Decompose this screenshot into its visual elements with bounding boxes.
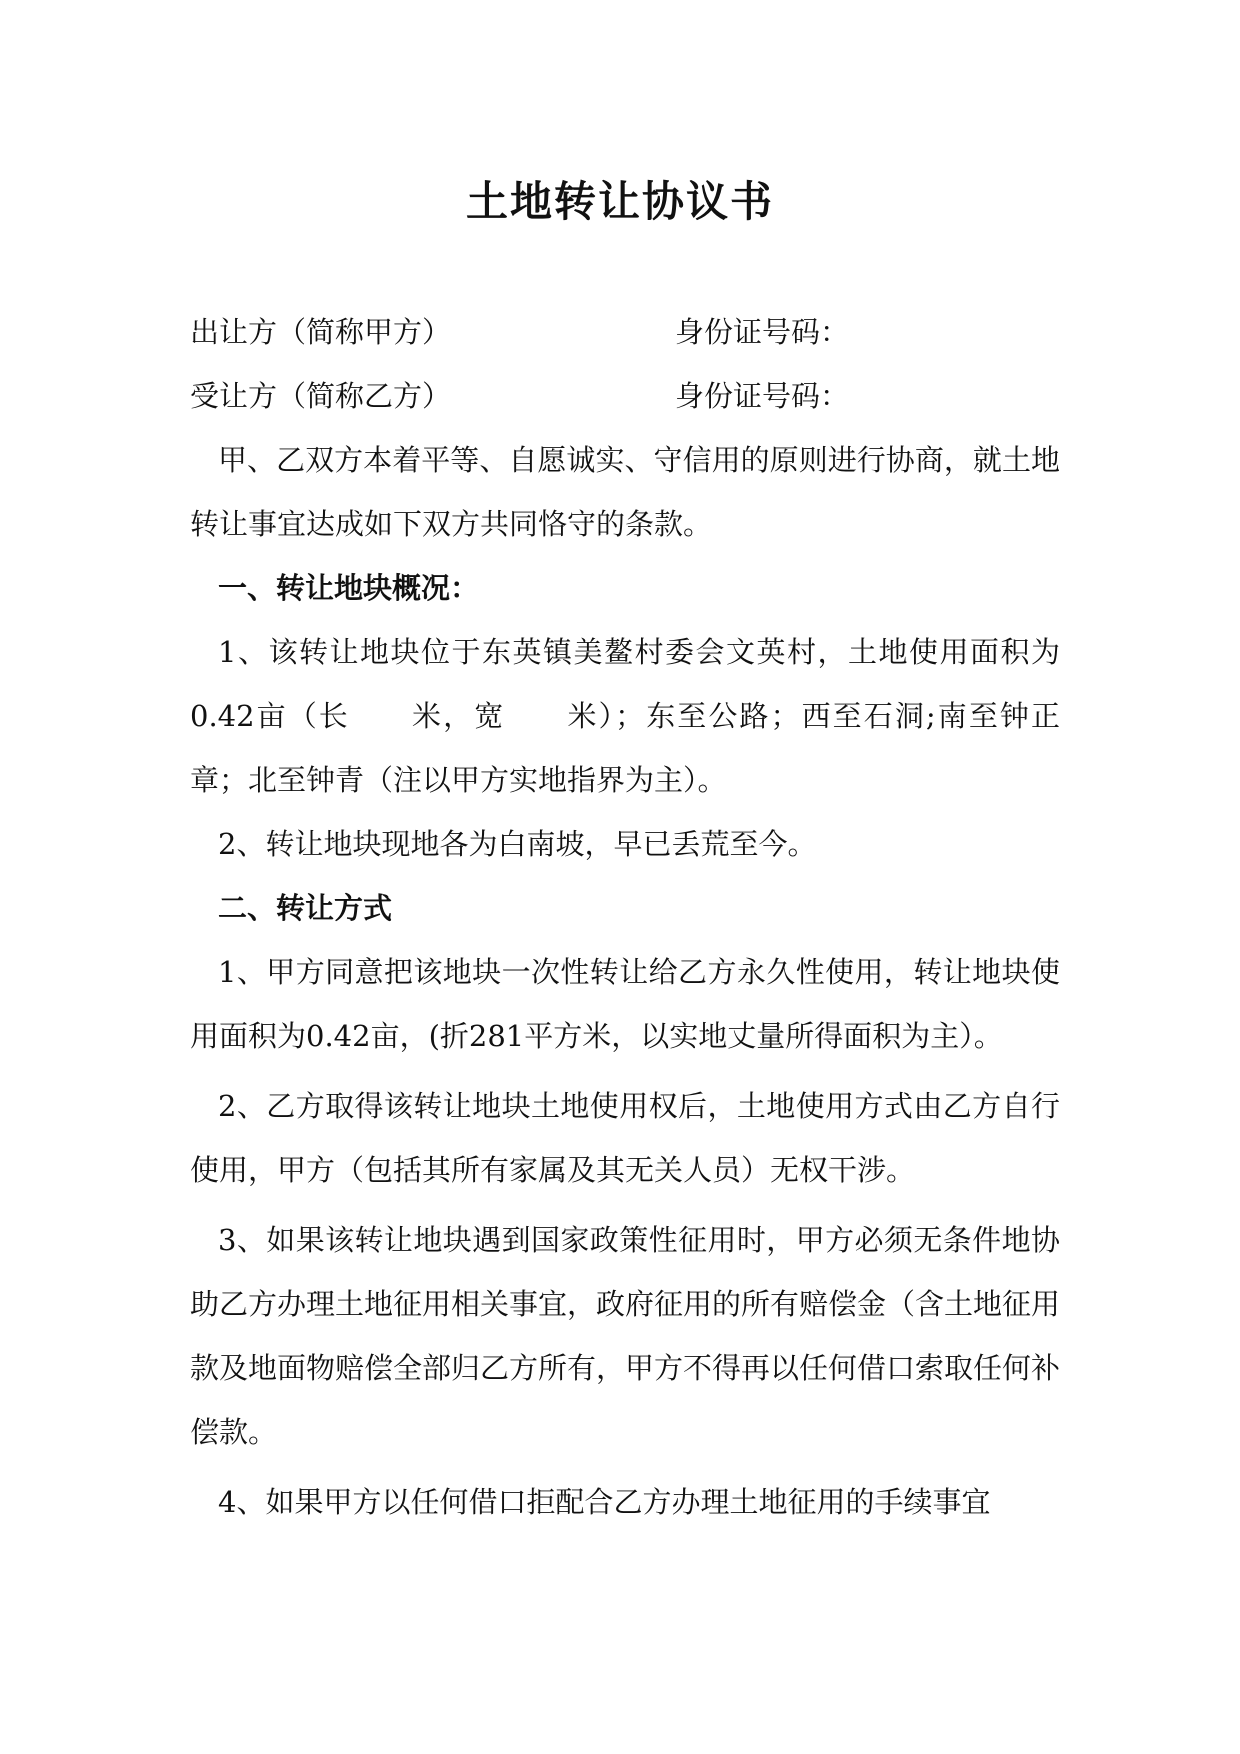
clause-paragraph: 4、如果甲方以任何借口拒配合乙方办理土地征用的手续事宜: [218, 1485, 991, 1519]
party-name: 出让方（简称甲方）: [190, 315, 452, 349]
party-name: 受让方（简称乙方）: [190, 379, 452, 413]
document-title: 土地转让协议书: [465, 177, 774, 226]
clause-paragraph: 1、甲方同意把该地块一次性转让给乙方永久性使用，转让地块使用面积为0.42亩，(折281平方米，以实地丈量所得面积为主）。: [190, 955, 1060, 1053]
clause-paragraph: 1、该转让地块位于东英镇美鳌村委会文英村，土地使用面积为0.42亩（长 米，宽 米）；东至公路；西至石洞;南至钟正章；北至钟青（注以甲方实地指界为主）。: [190, 635, 1060, 797]
document-body: [190, 300, 1060, 1534]
clause-paragraph: 2、转让地块现地各为白南坡，早已丢荒至今。: [218, 827, 817, 861]
section-heading: 二、转让方式: [218, 891, 393, 925]
clause-paragraph: 2、乙方取得该转让地块土地使用权后，土地使用方式由乙方自行使用，甲方（包括其所有家属及其无关人员）无权干涉。: [190, 1089, 1060, 1187]
party-id-label: 身份证号码：: [675, 315, 850, 349]
party-row-transferor: [190, 300, 1060, 364]
intro-paragraph: 甲、乙双方本着平等、自愿诚实、守信用的原则进行协商，就土地转让事宜达成如下双方共同恪守的条款。: [190, 443, 1060, 541]
clause-paragraph: 3、如果该转让地块遇到国家政策性征用时，甲方必须无条件地协助乙方办理土地征用相关事宜，政府征用的所有赔偿金（含土地征用款及地面物赔偿全部归乙方所有，甲方不得再以任何借口索取任何补偿款。: [190, 1223, 1061, 1449]
party-row-transferee: [190, 364, 1060, 428]
party-id-label: 身份证号码：: [675, 379, 850, 413]
section-heading: 一、转让地块概况：: [218, 571, 480, 605]
